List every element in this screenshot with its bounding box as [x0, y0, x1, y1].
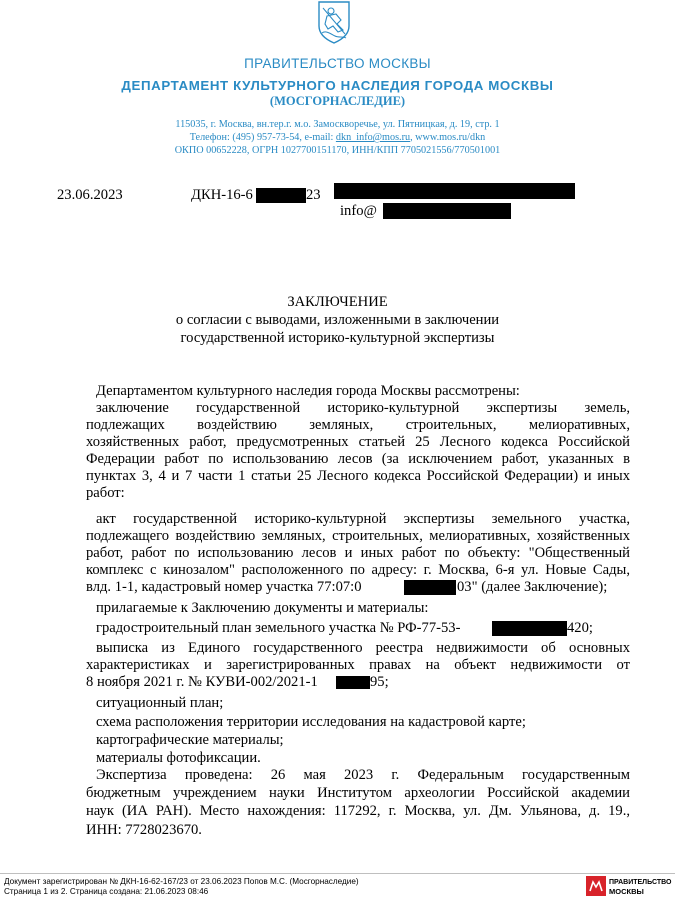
body-line: материалы фотофиксации. — [96, 750, 261, 766]
document-number-end: 23 — [306, 187, 321, 203]
redaction-block — [383, 203, 511, 219]
department-contacts — [0, 131, 675, 144]
body-line: 420; — [567, 620, 593, 636]
body-line: хозяйственных работ, предусмотренных статьей 25 Лесного кодекса Российской — [86, 434, 630, 450]
recipient-email-start: info@ — [340, 203, 377, 219]
body-line: ситуационный план; — [96, 695, 224, 711]
footer-divider — [0, 873, 675, 874]
contacts-phone: Телефон: (495) 957-73-54, e-mail: — [189, 132, 336, 143]
body-line: комплекс с кинозалом" расположенного по адресу: г. Москва, 6-я ул. Новые Сады, — [86, 562, 630, 578]
body-line: акт государственной историко-культурной экспертизы земельного участка, — [96, 511, 630, 527]
document-subtitle-line1: о согласии с выводами, изложенными в заключении — [175, 312, 500, 328]
footer-logo-line1: ПРАВИТЕЛЬСТВО — [609, 879, 672, 886]
body-line: Федерации работ по использованию лесов (за исключением работ, указанных в — [86, 451, 630, 467]
redaction-block — [404, 580, 456, 595]
body-line: схема расположения территории исследования на кадастровой карте; — [96, 714, 526, 730]
document-subtitle-line2: государственной историко-культурной экспертизы — [180, 330, 495, 346]
document-number-start: ДКН-16-6 — [191, 187, 253, 203]
redaction-block — [334, 183, 575, 199]
footer-registration: Документ зарегистрирован № ДКН-16-62-167/23 от 23.06.2023 Попов М.С. (Мосгорнаследие) — [4, 877, 359, 886]
government-name: ПРАВИТЕЛЬСТВО МОСКВЫ — [244, 56, 431, 71]
department-codes: ОКПО 00652228, ОГРН 1027700151170, ИНН/КПП 7705021556/770501001 — [174, 145, 501, 156]
department-name: ДЕПАРТАМЕНТ КУЛЬТУРНОГО НАСЛЕДИЯ ГОРОДА МОСКВЫ — [121, 78, 554, 93]
body-line: наук (ИА РАН). Место нахождения: 117292, г. Москва, ул. Дм. Ульянова, д. 19., — [86, 803, 630, 819]
body-line: работ: — [86, 485, 125, 501]
body-line: Департаментом культурного наследия города Москвы рассмотрены: — [96, 383, 520, 399]
body-line: Экспертиза проведена: 26 мая 2023 г. Федеральным государственным — [96, 767, 630, 783]
body-line: прилагаемые к Заключению документы и материалы: — [96, 600, 429, 616]
body-line: 03" (далее Заключение); — [457, 579, 608, 595]
contacts-website: , www.mos.ru/dkn — [410, 132, 486, 143]
contact-email-link[interactable]: dkn_info@mos.ru — [335, 132, 411, 143]
department-short-name: (МОСГОРНАСЛЕДИЕ) — [269, 94, 406, 108]
body-line: 8 ноября 2021 г. № КУВИ-002/2021-1 — [86, 674, 318, 690]
body-line: картографические материалы; — [96, 732, 284, 748]
moscow-coat-of-arms-icon — [317, 0, 351, 44]
body-line: подлежащих воздействию земляных, строительных, мелиоративных, — [86, 417, 630, 433]
body-line: влд. 1-1, кадастровый номер участка 77:07:0 — [86, 579, 362, 595]
redaction-block — [492, 621, 567, 636]
body-line: подлежащего воздействию земляных, строительных, мелиоративных, хозяйственных — [86, 528, 630, 544]
department-address: 115035, г. Москва, вн.тер.г. м.о. Замоскворечье, ул. Пятницкая, д. 19, стр. 1 — [175, 119, 500, 130]
redaction-block — [336, 676, 370, 689]
document-date: 23.06.2023 — [57, 187, 123, 203]
body-line: выписка из Единого государственного реестра недвижимости об основных — [96, 640, 630, 656]
body-line: характеристиках и зарегистрированных правах на объект недвижимости от — [86, 657, 630, 673]
footer-logo-line2: МОСКВЫ — [609, 887, 644, 896]
footer-page-info: Страница 1 из 2. Страница создана: 21.06.2023 08:46 — [4, 887, 209, 896]
body-line: ИНН: 7728023670. — [86, 822, 202, 838]
body-line: градостроительный план земельного участка № РФ-77-53- — [96, 620, 461, 636]
body-line: бюджетным учреждением науки Институтом археологии Российской академии — [86, 785, 630, 801]
body-line: пунктах 3, 4 и 7 части 1 статьи 25 Лесного кодекса Российской Федерации) и иных — [86, 468, 630, 484]
body-line: заключение государственной историко-культурной экспертизы земель, — [96, 400, 630, 416]
body-line: 95; — [370, 674, 389, 690]
moscow-logo-icon — [586, 876, 606, 896]
redaction-block — [256, 188, 306, 203]
document-title: ЗАКЛЮЧЕНИЕ — [287, 294, 388, 310]
body-line: работ, работ по использованию лесов и иных работ по объекту: "Общественный — [86, 545, 630, 561]
